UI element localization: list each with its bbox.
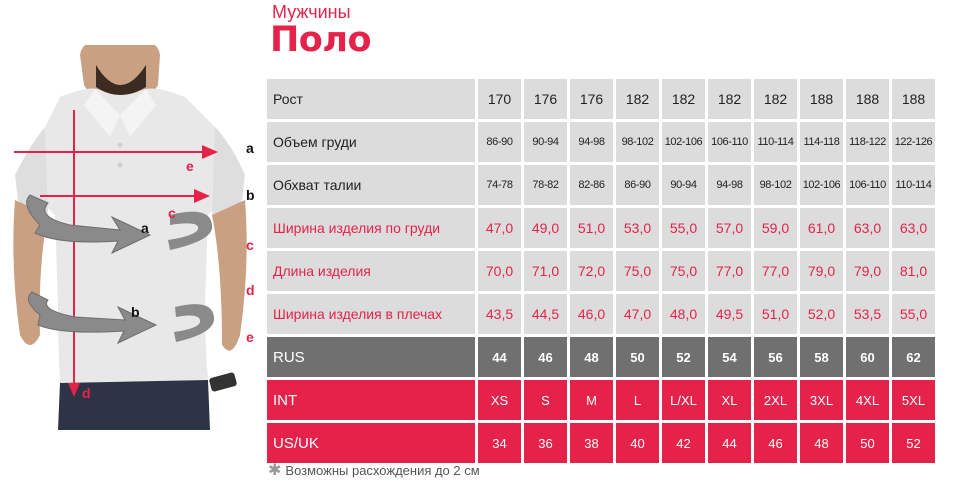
table-cell: 44 xyxy=(708,423,751,463)
table-cell: 51,0 xyxy=(570,208,613,248)
table-cell: 55,0 xyxy=(892,294,935,334)
table-cell: 182 xyxy=(754,79,797,119)
asterisk-icon: ✱ xyxy=(268,462,282,479)
table-cell: 34 xyxy=(478,423,521,463)
table-cell: 63,0 xyxy=(846,208,889,248)
table-cell: 59,0 xyxy=(754,208,797,248)
table-cell: 86-90 xyxy=(478,122,521,162)
table-cell: 51,0 xyxy=(754,294,797,334)
shirt-label-a: a xyxy=(141,220,149,236)
table-cell: 182 xyxy=(662,79,705,119)
row-label: Обхват талии xyxy=(267,165,475,205)
shirt-label-e: e xyxy=(186,158,194,174)
table-cell: 57,0 xyxy=(708,208,751,248)
table-cell: 75,0 xyxy=(662,251,705,291)
row-label: Объем груди xyxy=(267,122,475,162)
table-cell: 102-106 xyxy=(800,165,843,205)
table-cell: 71,0 xyxy=(524,251,567,291)
table-cell: 72,0 xyxy=(570,251,613,291)
table-cell: 56 xyxy=(754,337,797,377)
table-cell: 49,5 xyxy=(708,294,751,334)
table-cell: 188 xyxy=(846,79,889,119)
table-cell: 98-102 xyxy=(754,165,797,205)
table-cell: 74-78 xyxy=(478,165,521,205)
row-label: RUS xyxy=(267,337,475,377)
table-cell: 47,0 xyxy=(616,294,659,334)
row-label: Длина изделия xyxy=(267,251,475,291)
table-cell: 44 xyxy=(478,337,521,377)
table-cell: 79,0 xyxy=(800,251,843,291)
table-cell: 106-110 xyxy=(708,122,751,162)
table-cell: 49,0 xyxy=(524,208,567,248)
table-cell: 52 xyxy=(662,337,705,377)
table-cell: 114-118 xyxy=(800,122,843,162)
footnote-text: Возможны расхождения до 2 см xyxy=(285,463,480,478)
table-cell: 86-90 xyxy=(616,165,659,205)
table-cell: 94-98 xyxy=(570,122,613,162)
table-cell: 52 xyxy=(892,423,935,463)
table-cell: 61,0 xyxy=(800,208,843,248)
table-cell: 46,0 xyxy=(570,294,613,334)
table-cell: 2XL xyxy=(754,380,797,420)
table-cell: 90-94 xyxy=(524,122,567,162)
row-label: Ширина изделия по груди xyxy=(267,208,475,248)
table-cell: 118-122 xyxy=(846,122,889,162)
table-cell: 94-98 xyxy=(708,165,751,205)
table-cell: S xyxy=(524,380,567,420)
table-row-rus xyxy=(267,337,935,377)
table-row-height xyxy=(267,79,935,119)
table-cell: 46 xyxy=(754,423,797,463)
table-cell: 82-86 xyxy=(570,165,613,205)
table-cell: 188 xyxy=(800,79,843,119)
table-cell: 176 xyxy=(570,79,613,119)
table-cell: 70,0 xyxy=(478,251,521,291)
table-row-int xyxy=(267,380,935,420)
table-cell: 3XL xyxy=(800,380,843,420)
table-row-shoulder-width xyxy=(267,294,935,334)
table-cell: 4XL xyxy=(846,380,889,420)
table-cell: 182 xyxy=(708,79,751,119)
table-row-length xyxy=(267,251,935,291)
table-cell: 58 xyxy=(800,337,843,377)
table-cell: XL xyxy=(708,380,751,420)
table-cell: 50 xyxy=(846,423,889,463)
table-cell: 79,0 xyxy=(846,251,889,291)
table-cell: 40 xyxy=(616,423,659,463)
table-cell: 48 xyxy=(570,337,613,377)
table-cell: 81,0 xyxy=(892,251,935,291)
shirt-label-d: d xyxy=(82,385,91,401)
table-cell: 77,0 xyxy=(754,251,797,291)
table-cell: 182 xyxy=(616,79,659,119)
table-cell: 176 xyxy=(524,79,567,119)
table-cell: 90-94 xyxy=(662,165,705,205)
table-cell: 77,0 xyxy=(708,251,751,291)
size-chart-table xyxy=(264,76,938,466)
man-in-polo-icon xyxy=(0,45,262,430)
polo-figure xyxy=(0,45,262,430)
table-row-waist xyxy=(267,165,935,205)
row-label: INT xyxy=(267,380,475,420)
table-cell: 54 xyxy=(708,337,751,377)
table-cell: 60 xyxy=(846,337,889,377)
table-cell: 47,0 xyxy=(478,208,521,248)
table-cell: 48 xyxy=(800,423,843,463)
table-row-us-uk xyxy=(267,423,935,463)
marker-e: e xyxy=(246,329,254,345)
table-cell: 110-114 xyxy=(754,122,797,162)
table-cell: 55,0 xyxy=(662,208,705,248)
table-cell: 170 xyxy=(478,79,521,119)
table-cell: 78-82 xyxy=(524,165,567,205)
marker-b: b xyxy=(246,187,255,203)
marker-c: c xyxy=(246,237,254,253)
table-cell: 122-126 xyxy=(892,122,935,162)
row-label: Ширина изделия в плечах xyxy=(267,294,475,334)
table-cell: 5XL xyxy=(892,380,935,420)
table-cell: 42 xyxy=(662,423,705,463)
table-cell: 53,5 xyxy=(846,294,889,334)
table-cell: 46 xyxy=(524,337,567,377)
table-cell: L/XL xyxy=(662,380,705,420)
table-cell: 63,0 xyxy=(892,208,935,248)
table-cell: 50 xyxy=(616,337,659,377)
table-cell: 106-110 xyxy=(846,165,889,205)
table-cell: L xyxy=(616,380,659,420)
table-row-chest xyxy=(267,122,935,162)
table-cell: 36 xyxy=(524,423,567,463)
row-label: Рост xyxy=(267,79,475,119)
category-subtitle: Мужчины xyxy=(272,2,351,22)
table-cell: 52,0 xyxy=(800,294,843,334)
table-cell: 53,0 xyxy=(616,208,659,248)
shirt-label-c: c xyxy=(168,205,176,221)
table-cell: 102-106 xyxy=(662,122,705,162)
row-label: US/UK xyxy=(267,423,475,463)
table-cell: XS xyxy=(478,380,521,420)
footnote xyxy=(268,460,480,480)
table-cell: 62 xyxy=(892,337,935,377)
marker-d: d xyxy=(246,282,255,298)
table-cell: 48,0 xyxy=(662,294,705,334)
table-cell: M xyxy=(570,380,613,420)
table-cell: 110-114 xyxy=(892,165,935,205)
page-title: Поло xyxy=(270,20,372,60)
table-cell: 188 xyxy=(892,79,935,119)
table-cell: 38 xyxy=(570,423,613,463)
table-cell: 43,5 xyxy=(478,294,521,334)
shirt-label-b: b xyxy=(131,304,140,320)
marker-a: a xyxy=(246,140,254,156)
table-cell: 75,0 xyxy=(616,251,659,291)
table-row-chest-width xyxy=(267,208,935,248)
table-cell: 44,5 xyxy=(524,294,567,334)
table-cell: 98-102 xyxy=(616,122,659,162)
